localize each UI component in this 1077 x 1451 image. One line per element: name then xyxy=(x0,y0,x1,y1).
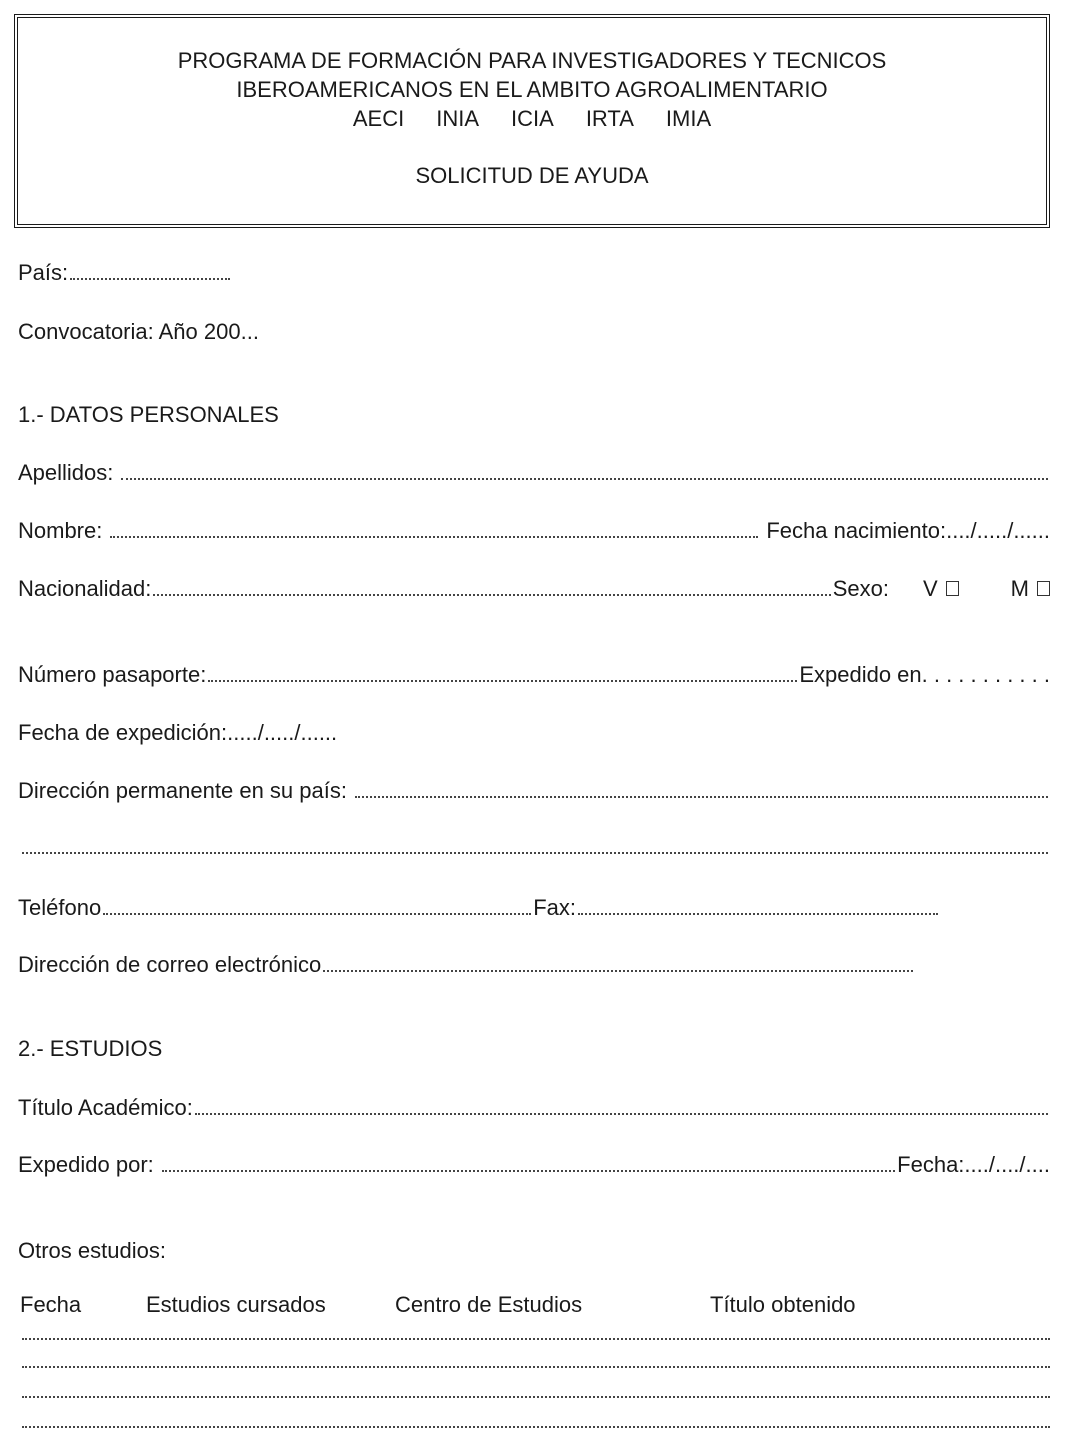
email-field[interactable] xyxy=(323,952,913,972)
telefono-field[interactable] xyxy=(103,895,531,915)
pasaporte-row xyxy=(18,660,1050,690)
sexo-v-label: V xyxy=(922,576,938,601)
sexo-m-label: M xyxy=(1010,576,1029,601)
fax-label: Fax: xyxy=(533,895,576,920)
expedido-por-row xyxy=(18,1150,1050,1180)
header-title-block xyxy=(18,46,1046,133)
org-inia: INIA xyxy=(436,106,480,131)
nacionalidad-label: Nacionalidad: xyxy=(18,576,152,601)
otros-estudios-entry-3[interactable] xyxy=(22,1396,1050,1398)
pais-field[interactable] xyxy=(70,260,230,280)
convocatoria-row xyxy=(18,317,1050,347)
col-estudios-cursados: Estudios cursados xyxy=(146,1292,326,1317)
sexo-label: Sexo: xyxy=(832,576,889,601)
sexo-m-checkbox[interactable] xyxy=(1037,581,1050,596)
fecha-expedicion-row xyxy=(18,718,1050,748)
pasaporte-label: Número pasaporte: xyxy=(18,662,207,687)
col-titulo-obtenido: Título obtenido xyxy=(710,1292,856,1317)
fecha-nacimiento-field[interactable]: Fecha nacimiento:..../...../...... xyxy=(766,518,1050,543)
header-line-2: IBEROAMERICANOS EN EL AMBITO AGROALIMENTARIO xyxy=(236,77,828,102)
titulo-label: Título Académico: xyxy=(18,1095,193,1120)
expedido-en-field[interactable]: Expedido en. . . . . . . . . . . xyxy=(799,662,1050,687)
pais-row xyxy=(18,258,1050,288)
nacionalidad-row xyxy=(18,574,1050,604)
section-2-header xyxy=(18,1034,1050,1064)
direccion-row xyxy=(18,776,1050,806)
nombre-field[interactable] xyxy=(110,518,758,538)
org-icia: ICIA xyxy=(511,106,554,131)
apellidos-row xyxy=(18,458,1050,488)
org-irta: IRTA xyxy=(585,106,634,131)
org-aeci: AECI xyxy=(352,106,405,131)
nombre-row xyxy=(18,516,1050,546)
form-subtitle: SOLICITUD DE AYUDA xyxy=(415,163,649,188)
fecha-expedicion-field[interactable]: Fecha de expedición:...../...../...... xyxy=(18,720,338,745)
convocatoria-label: Convocatoria: Año 200... xyxy=(18,319,259,344)
col-fecha: Fecha xyxy=(20,1292,82,1317)
otros-estudios-entry-4[interactable] xyxy=(22,1426,1050,1428)
header-line-1: PROGRAMA DE FORMACIÓN PARA INVESTIGADORES Y TECNICOS xyxy=(177,48,887,73)
direccion-continued-row xyxy=(18,834,1050,864)
header-orgs xyxy=(18,104,1046,133)
header-box xyxy=(14,14,1050,228)
otros-estudios-entry-2[interactable] xyxy=(22,1366,1050,1368)
apellidos-field[interactable] xyxy=(121,460,1048,480)
telefono-fax-row xyxy=(18,893,1050,923)
titulo-row xyxy=(18,1093,1050,1123)
expedido-por-label: Expedido por: xyxy=(18,1152,154,1177)
email-label: Dirección de correo electrónico xyxy=(18,952,322,977)
apellidos-label: Apellidos: xyxy=(18,460,114,485)
direccion-label: Dirección permanente en su país: xyxy=(18,778,347,803)
direccion-field[interactable] xyxy=(355,778,1048,798)
otros-estudios-row xyxy=(18,1236,1050,1266)
email-row xyxy=(18,950,1050,980)
fax-field[interactable] xyxy=(578,895,938,915)
col-centro-estudios: Centro de Estudios xyxy=(395,1292,583,1317)
titulo-field[interactable] xyxy=(195,1095,1048,1115)
otros-estudios-entry-1[interactable] xyxy=(22,1338,1050,1340)
pasaporte-field[interactable] xyxy=(208,662,797,682)
sexo-v-checkbox[interactable] xyxy=(946,581,959,596)
expedido-por-field[interactable] xyxy=(162,1152,895,1172)
pais-label: País: xyxy=(18,260,69,285)
telefono-label: Teléfono xyxy=(18,895,102,920)
direccion-field-line-2[interactable] xyxy=(22,834,1048,854)
nombre-label: Nombre: xyxy=(18,518,103,543)
section-1-title: 1.- DATOS PERSONALES xyxy=(18,402,279,427)
org-imia: IMIA xyxy=(665,106,712,131)
section-1-header xyxy=(18,400,1050,430)
fecha-field[interactable]: Fecha:..../..../.... xyxy=(897,1152,1050,1177)
otros-estudios-label: Otros estudios: xyxy=(18,1238,166,1263)
section-2-title: 2.- ESTUDIOS xyxy=(18,1036,163,1061)
nacionalidad-field[interactable] xyxy=(153,576,830,596)
